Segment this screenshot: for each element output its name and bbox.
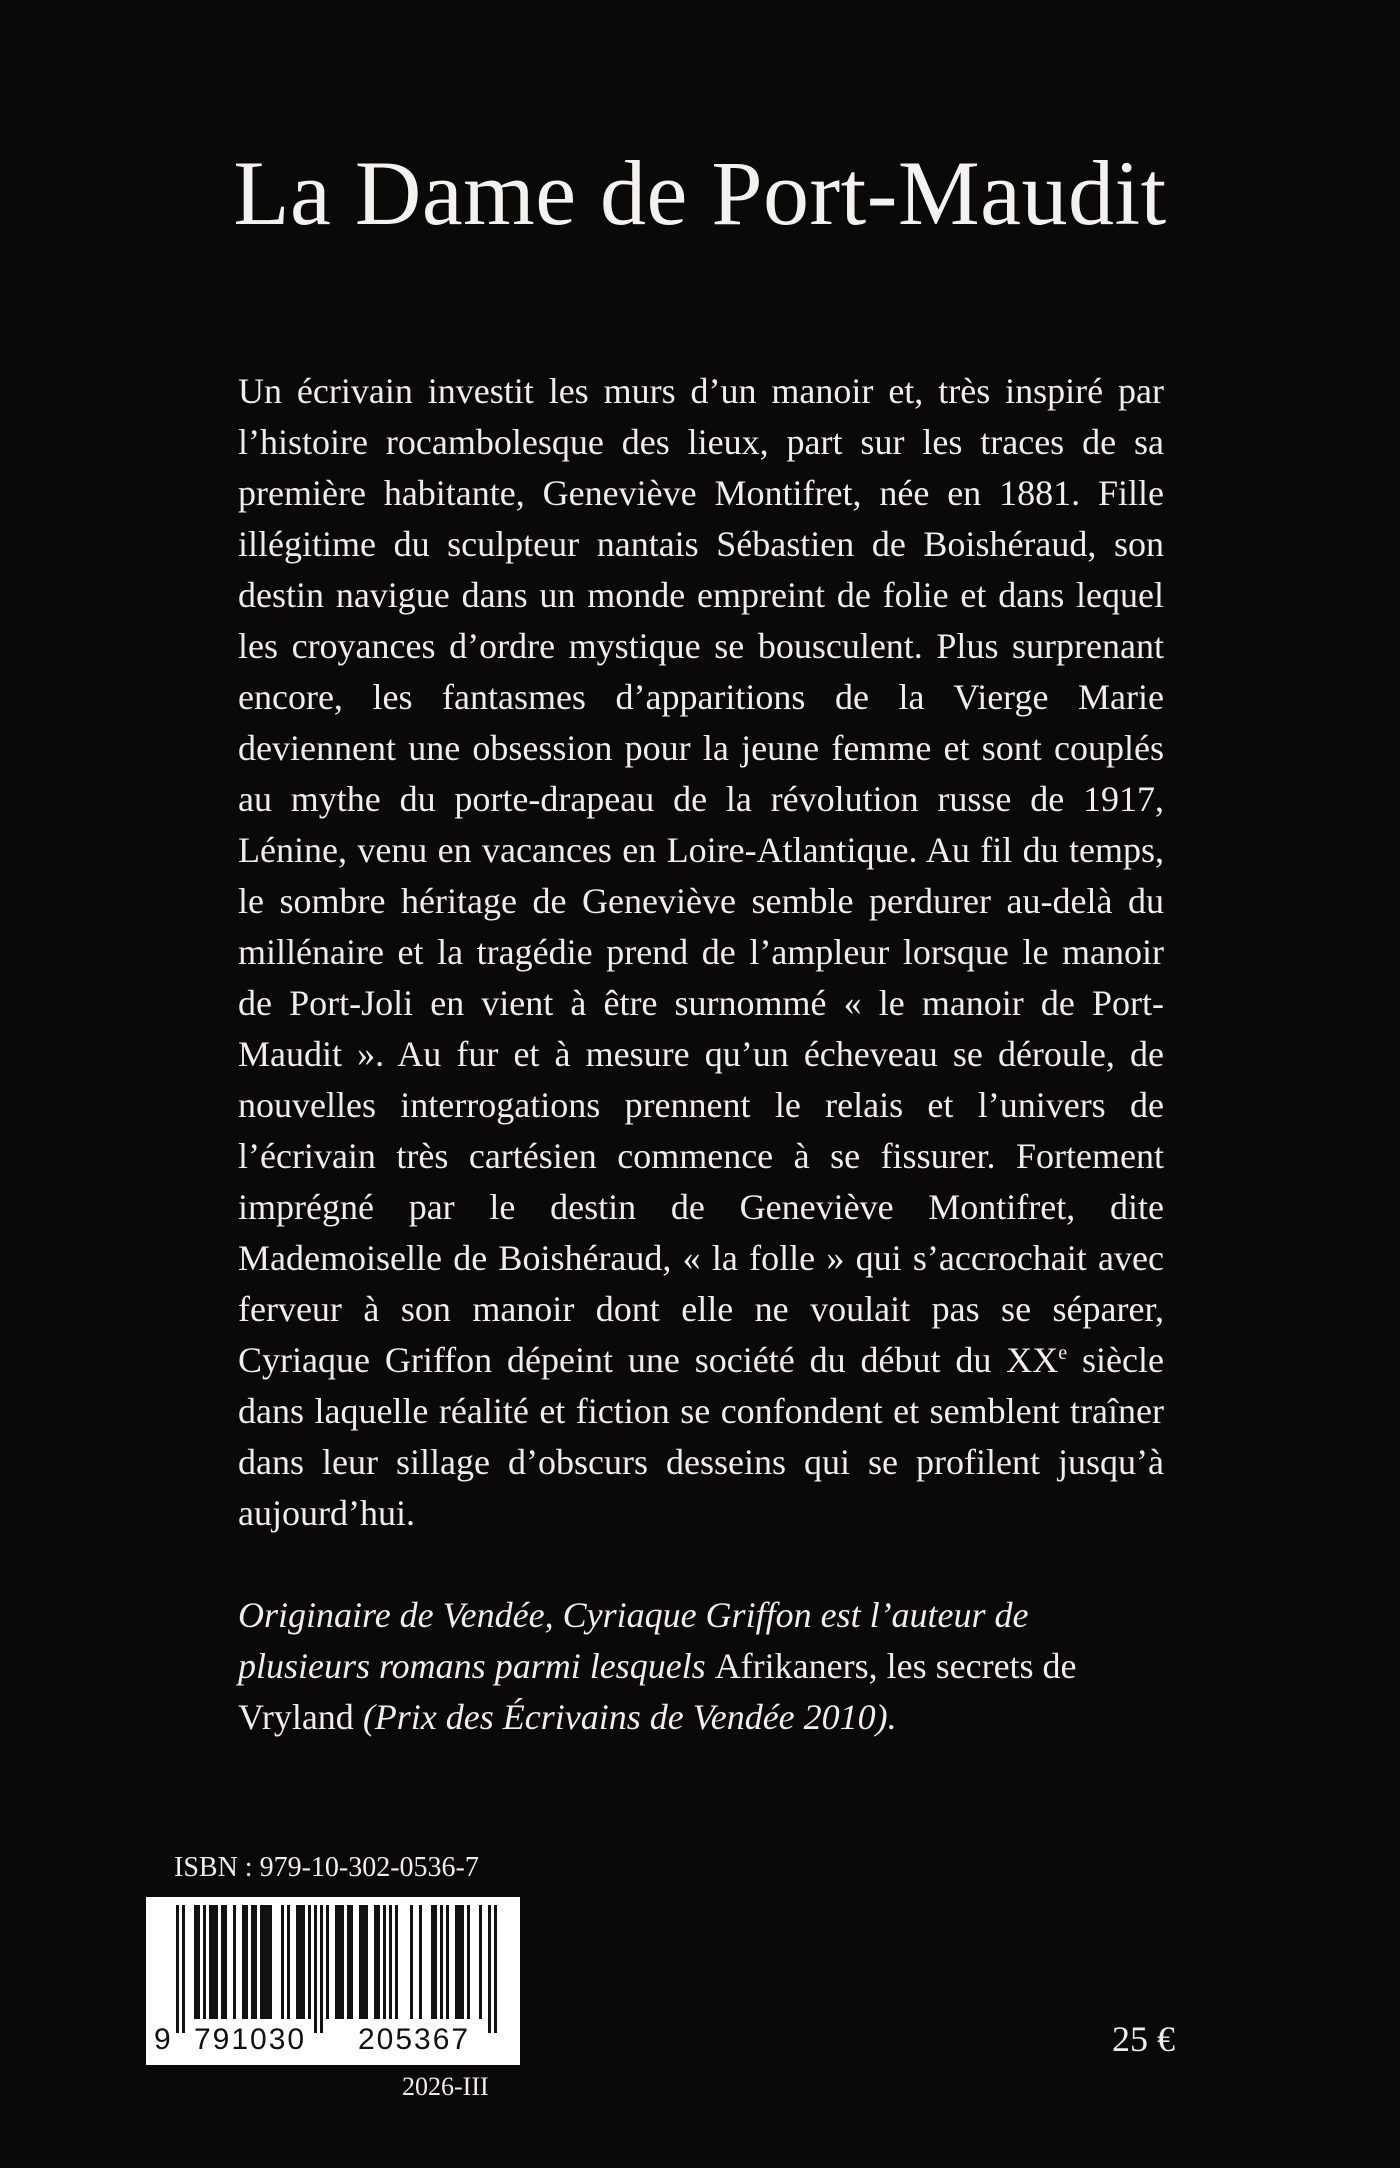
barcode-bar: [383, 1905, 386, 2019]
barcode-bar: [410, 1905, 413, 2019]
barcode-bar: [419, 1905, 422, 2019]
barcode-digits: [146, 2023, 520, 2063]
isbn-label: ISBN : 979-10-302-0536-7: [174, 1852, 479, 1883]
author-note-text: Originaire de Vendée, Cyriaque Griffon est l’auteur de plusieurs romans parmi lesquels: [238, 1595, 1029, 1686]
barcode-bar: [299, 1905, 302, 2019]
barcode-bar: [488, 1905, 491, 2033]
barcode-bar: [467, 1905, 470, 2019]
barcode-bar: [335, 1905, 338, 2019]
barcode-bar: [269, 1905, 272, 2019]
barcode-bar: [320, 1905, 323, 2033]
blurb-superscript: e: [1058, 1342, 1068, 1364]
barcode-bar: [233, 1905, 236, 2019]
price: 25 €: [1112, 2019, 1175, 2059]
barcode-bar: [221, 1905, 224, 2019]
barcode-bar: [197, 1905, 200, 2019]
barcode-bar: [245, 1905, 248, 2019]
barcode-bar: [440, 1905, 443, 2019]
barcode-bar: [395, 1905, 398, 2019]
barcode-bar: [302, 1905, 305, 2019]
barcode-left-group: 791030: [194, 2023, 307, 2056]
barcode-bar: [266, 1905, 269, 2019]
barcode-bar: [479, 1905, 482, 2019]
barcode-bar: [314, 1905, 317, 2033]
back-cover-blurb: [238, 366, 1164, 1539]
barcode-bar: [374, 1905, 377, 2019]
blurb-text-end: siècle dans laquelle réalité et fiction se confondent et semblent traîner dans leur sillage d’obscurs desseins qui se profilent jusqu’à aujourd’hui.: [238, 1340, 1164, 1533]
barcode-bar: [254, 1905, 257, 2019]
barcode-bar: [362, 1905, 365, 2019]
barcode-bar: [287, 1905, 290, 2019]
barcode-bar: [350, 1905, 353, 2019]
author-book-title: Afrikaners, les secrets de Vryland: [238, 1646, 1077, 1737]
edition-code: 2026-III: [402, 2072, 489, 2101]
barcode-bar: [263, 1905, 266, 2019]
barcode-bar: [347, 1905, 350, 2019]
barcode-bar: [326, 1905, 329, 2019]
barcode-bar: [338, 1905, 341, 2019]
barcode-bar: [308, 1905, 311, 2019]
author-note: [238, 1590, 1164, 1743]
barcode-lead-digit: 9: [154, 2023, 171, 2056]
barcode-bar: [209, 1905, 212, 2019]
barcode-bar: [359, 1905, 362, 2019]
barcode-bar: [296, 1905, 299, 2019]
barcode-bar: [251, 1905, 254, 2019]
barcode-bar: [455, 1905, 458, 2019]
barcode-bar: [458, 1905, 461, 2019]
barcode-bar: [446, 1905, 449, 2019]
barcode-right-group: 205367: [358, 2023, 471, 2056]
barcode-bar: [434, 1905, 437, 2019]
barcode-bar: [260, 1905, 263, 2019]
barcode-bar: [212, 1905, 215, 2019]
blurb-text: Un écrivain investit les murs d’un manoir et, très inspiré par l’histoire rocambolesque des lieux, part sur les traces de sa première habitante, Geneviève Montifret, née en 1881. Fille illégitime du sculpteur nantais Sébastien de Boishéraud, son destin navigue dans un monde empreint de folie et dans lequel les croyances d’ordre mystique se bousculent. Plus surprenant encore, les fantasmes d’apparitions de la Vierge Marie deviennent une obsession pour la jeune femme et sont couplés au mythe du porte-drapeau de la révolution russe de 1917, Lénine, venu en vacances en Loire-Atlantique. Au fil du temps, le sombre héritage de Geneviève semble perdurer au-delà du millénaire et la tragédie prend de l’ampleur lorsque le manoir de Port-Joli en vient à être surnommé « le manoir de Port-Maudit ». Au fur et à mesure qu’un écheveau se déroule, de nouvelles interrogations prennent le relais et l’univers de l’écrivain très cartésien commence à se fissurer. Fortement imprégné par le destin de Geneviève Montifret, dite Mademoiselle de Boishéraud, « la folle » qui s’accrochait avec ferveur à son manoir dont elle ne voulait pas se séparer, Cyriaque Griffon dépeint une société du début du XX: [238, 371, 1164, 1380]
barcode-bar: [431, 1905, 434, 2019]
barcode-bar: [377, 1905, 380, 2019]
isbn-barcode: [146, 1897, 520, 2065]
barcode-bar: [341, 1905, 344, 2019]
barcode-bar: [494, 1905, 497, 2033]
barcode-bar: [215, 1905, 218, 2019]
barcode-bar: [461, 1905, 464, 2019]
barcode-bar: [389, 1905, 392, 2019]
barcode-bar: [182, 1905, 185, 2033]
barcode-bar: [176, 1905, 179, 2033]
barcode-bar: [224, 1905, 227, 2019]
barcode-bar: [365, 1905, 368, 2019]
barcode-bar: [194, 1905, 197, 2019]
barcode-bar: [242, 1905, 245, 2019]
barcode-bar: [281, 1905, 284, 2019]
barcode-bar: [203, 1905, 206, 2019]
author-note-award: (Prix des Écrivains de Vendée 2010).: [353, 1697, 897, 1737]
book-title: La Dame de Port-Maudit: [233, 142, 1167, 244]
